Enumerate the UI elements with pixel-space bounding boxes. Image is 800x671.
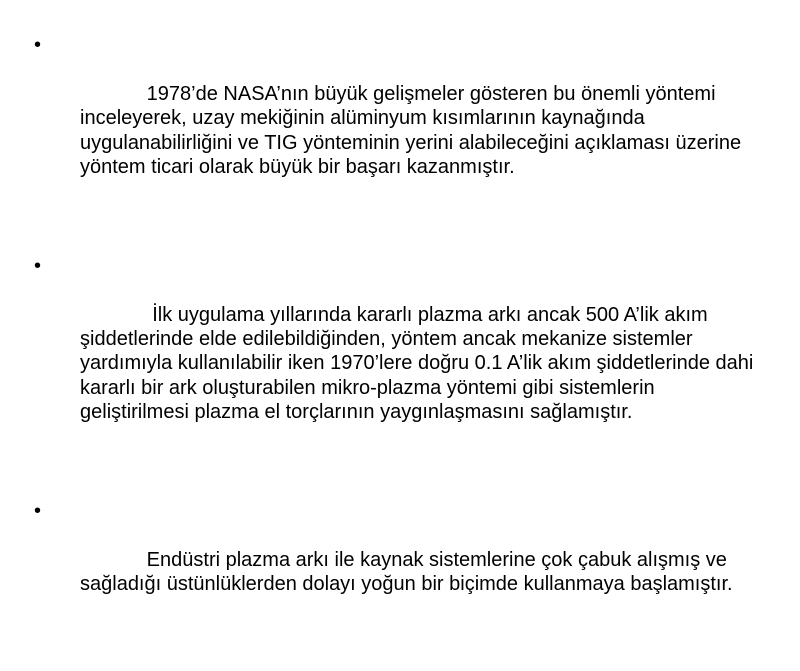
paragraph-text: 1978’de NASA’nın büyük gelişmeler gösteren bu önemli yöntemi inceleyerek, uzay mekiğinin alüminyum kısımlarının kaynağında uygulanabilirliğini ve TIG yönteminin yerini alabileceğini açıklaması üzerine yöntem ticari olarak büyük bir başarı kazanmıştır. [80, 82, 747, 179]
bullet-item-industry [0, 499, 800, 621]
bullet-item-nasa [0, 33, 800, 204]
bullet-item-first-application [0, 254, 800, 449]
bullet-icon: • [34, 254, 42, 277]
paragraph-text: İlk uygulama yıllarında kararlı plazma arkı ancak 500 A’lik akım şiddetlerinde elde edilebildiğinden, yöntem ancak mekanize sistemler yardımıyla kullanılabilir iken 1970’lere doğru 0.1 A’lik akım şiddetlerinde dahi kararlı bir ark oluşturabilen mikro-plazma yöntemi gibi sistemlerin geliştirilmesi plazma el torçlarının yaygınlaşmasını sağlamıştır. [80, 303, 759, 424]
paragraph-text: Endüstri plazma arkı ile kaynak sistemlerine çok çabuk alışmış ve sağladığı üstünlüklerden dolayı yoğun bir biçimde kullanmaya başlamıştır. [80, 548, 733, 596]
bullet-icon: • [34, 34, 42, 56]
bullet-list [0, 33, 800, 671]
bullet-icon: • [34, 500, 42, 523]
